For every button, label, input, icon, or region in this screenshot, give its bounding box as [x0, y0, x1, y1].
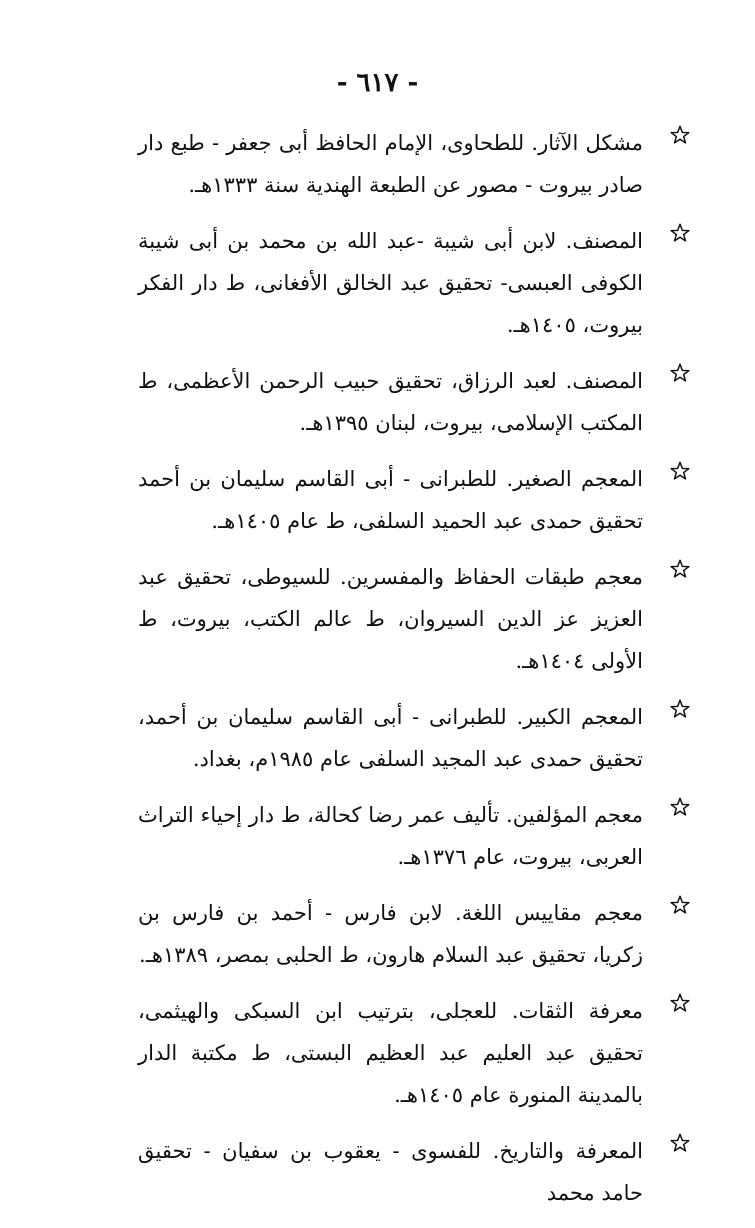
list-item — [138, 1130, 643, 1214]
entry-text: المصنف. لعبد الرزاق، تحقيق حبيب الرحمن الأعظمى، ط المكتب الإسلامى، بيروت، لبنان ١٣٩٥هـ. — [138, 369, 643, 435]
entry-text: معرفة الثقات. للعجلى، بترتيب ابن السبكى والهيثمى، تحقيق عبد العليم عبد العظيم البستى، ط مكتبة الدار بالمدينة المنورة عام ١٤٠٥هـ. — [138, 999, 643, 1107]
star-outline-icon — [669, 894, 691, 916]
list-item — [138, 892, 643, 976]
entry-text: المعرفة والتاريخ. للفسوى - يعقوب بن سفيان - تحقيق حامد محمد — [138, 1139, 643, 1205]
bibliography-list — [138, 122, 643, 1228]
star-outline-icon — [669, 1132, 691, 1154]
list-item — [138, 696, 643, 780]
list-item — [138, 220, 643, 346]
entry-text: المعجم الصغير. للطبرانى - أبى القاسم سليمان بن أحمد تحقيق حمدى عبد الحميد السلفى، ط عام ١٤٠٥هـ. — [138, 467, 643, 533]
page-number: - ٦١٧ - — [336, 68, 419, 98]
entry-text: معجم طبقات الحفاظ والمفسرين. للسيوطى، تحقيق عبد العزيز عز الدين السيروان، ط عالم الكتب، بيروت، ط الأولى ١٤٠٤هـ. — [138, 565, 643, 673]
entry-text: المعجم الكبير. للطبرانى - أبى القاسم سليمان بن أحمد، تحقيق حمدى عبد المجيد السلفى عام ١٩٨٥م، بغداد. — [138, 705, 643, 771]
list-item — [138, 556, 643, 682]
star-outline-icon — [669, 698, 691, 720]
star-outline-icon — [669, 124, 691, 146]
list-item — [138, 360, 643, 444]
entry-text: مشكل الآثار. للطحاوى، الإمام الحافظ أبى جعفر - طبع دار صادر بيروت - مصور عن الطبعة الهندية سنة ١٣٣٣هـ. — [138, 131, 643, 197]
entry-text: المصنف. لابن أبى شيبة -عبد الله بن محمد بن أبى شيبة الكوفى العبسى- تحقيق عبد الخالق الأفغانى، ط دار الفكر بيروت، ١٤٠٥هـ. — [138, 229, 643, 337]
list-item — [138, 122, 643, 206]
star-outline-icon — [669, 992, 691, 1014]
star-outline-icon — [669, 460, 691, 482]
star-outline-icon — [669, 796, 691, 818]
entry-text: معجم المؤلفين. تأليف عمر رضا كحالة، ط دار إحياء التراث العربى، بيروت، عام ١٣٧٦هـ. — [138, 803, 643, 869]
star-outline-icon — [669, 362, 691, 384]
list-item — [138, 794, 643, 878]
list-item — [138, 990, 643, 1116]
star-outline-icon — [669, 558, 691, 580]
entry-text: معجم مقاييس اللغة. لابن فارس - أحمد بن فارس بن زكريا، تحقيق عبد السلام هارون، ط الحلبى بمصر، ١٣٨٩هـ. — [138, 901, 643, 967]
star-outline-icon — [669, 222, 691, 244]
list-item — [138, 458, 643, 542]
